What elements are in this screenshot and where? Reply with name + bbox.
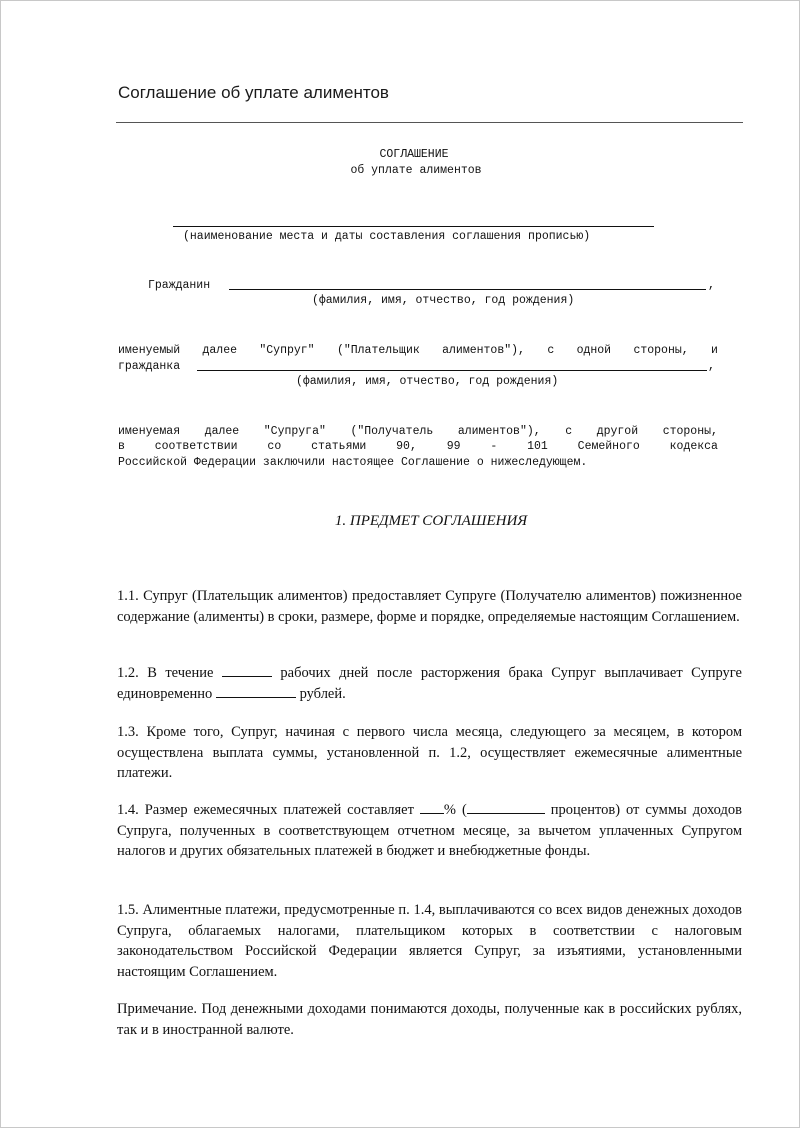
clause-text: рабочих дней после расторжения брака Супруг выплачивает Супруге единовременно [117, 665, 742, 702]
clause-1-3: 1.3. Кроме того, Супруг, начиная с первого числа месяца, следующего за месяцем, в котором осуществлена выплата суммы, установленной п. 1.2, осуществляет ежемесячные алиментные платежи. [117, 724, 742, 781]
text-word: именуемый [118, 344, 181, 357]
agreement-subheading: об уплате алиментов [350, 164, 482, 177]
party2-comma: , [708, 360, 715, 373]
clause-note: Примечание. Под денежными доходами понимаются доходы, полученные как в российских рублях, так и в иностранной валюте. [117, 1001, 742, 1038]
clause-text: 1.2. В течение [117, 665, 214, 681]
text-word: ("Плательщик [336, 344, 420, 357]
party1-role-line [118, 344, 718, 358]
text-word: 99 [446, 440, 461, 453]
text-word: с [565, 425, 573, 438]
percent-number-blank[interactable] [420, 800, 444, 814]
text-word: с [547, 344, 555, 357]
text-word: одной [576, 344, 612, 357]
text-word: стороны, [662, 425, 718, 438]
lump-sum-blank[interactable] [216, 684, 296, 698]
clause-text: рублей. [299, 685, 346, 702]
clause-1-2 [117, 663, 742, 704]
text-word: стороны, [633, 344, 689, 357]
text-word: "Супруг" [259, 344, 315, 357]
text-word: 101 [527, 440, 548, 453]
party2-role-line3: Российской Федерации заключили настоящее Соглашение о нижеследующем. [118, 456, 588, 469]
document-title: Соглашение об уплате алиментов [118, 83, 389, 102]
days-blank[interactable] [222, 663, 272, 677]
text-word: алиментов"), [457, 425, 541, 438]
text-word: соответствии [154, 440, 238, 453]
clause-text: % ( [443, 802, 467, 818]
party1-hint: (фамилия, имя, отчество, год рождения) [312, 294, 575, 307]
clause-1-5: 1.5. Алиментные платежи, предусмотренные п. 1.4, выплачиваются со всех видов денежных доходов Супруга, облагаемых налогами, плательщиком которых в соответствии с налоговым законодательством Российской Федерации является Супруг, за изъятиями, установленными настоящим Соглашением. [117, 902, 742, 980]
text-word: 90, [396, 440, 417, 453]
place-date-hint: (наименование места и даты составления соглашения прописью) [183, 230, 591, 243]
text-word: ("Получатель [350, 425, 434, 438]
text-word: именуемая [118, 425, 181, 438]
percent-words-blank[interactable] [467, 800, 545, 814]
agreement-heading: СОГЛАШЕНИЕ [379, 148, 449, 161]
clause-1-1: 1.1. Супруг (Плательщик алиментов) предоставляет Супруге (Получателю алиментов) пожизненное содержание (алименты) в сроки, размере, форме и порядке, определяемые настоящим Соглашением. [117, 588, 742, 625]
text-word: Семейного [577, 440, 640, 453]
section-heading: 1. ПРЕДМЕТ СОГЛАШЕНИЯ [334, 513, 528, 529]
text-word: другой [596, 425, 639, 438]
party2-name-blank[interactable] [197, 360, 707, 371]
text-word: - [490, 440, 498, 453]
clause-text: 1.4. Размер ежемесячных платежей составляет [117, 802, 414, 818]
place-date-blank[interactable] [173, 216, 654, 227]
party1-label: Гражданин [148, 279, 211, 292]
party2-hint: (фамилия, имя, отчество, год рождения) [296, 375, 559, 388]
text-word: "Супруга" [263, 425, 326, 438]
text-word: кодекса [669, 440, 718, 453]
text-word: статьями [311, 440, 367, 453]
text-word: со [267, 440, 282, 453]
party2-label: гражданка [118, 360, 181, 373]
party1-comma: , [708, 279, 715, 292]
text-word: в [118, 440, 125, 453]
text-word: и [711, 344, 718, 357]
clause-1-4 [117, 800, 742, 862]
party2-role-line2 [118, 440, 718, 454]
party2-role-line1 [118, 425, 718, 439]
party1-name-blank[interactable] [229, 279, 706, 290]
text-word: алиментов"), [442, 344, 525, 357]
text-word: далее [204, 425, 240, 438]
clause-text: процентов) от суммы доходов Супруга, полученных в соответствующем отчетном месяце, за вычетом уплаченных Супругом налогов и других обязательных платежей в бюджет и внебюджетные фонды. [117, 802, 742, 859]
title-divider [116, 122, 743, 123]
text-word: далее [202, 344, 237, 357]
